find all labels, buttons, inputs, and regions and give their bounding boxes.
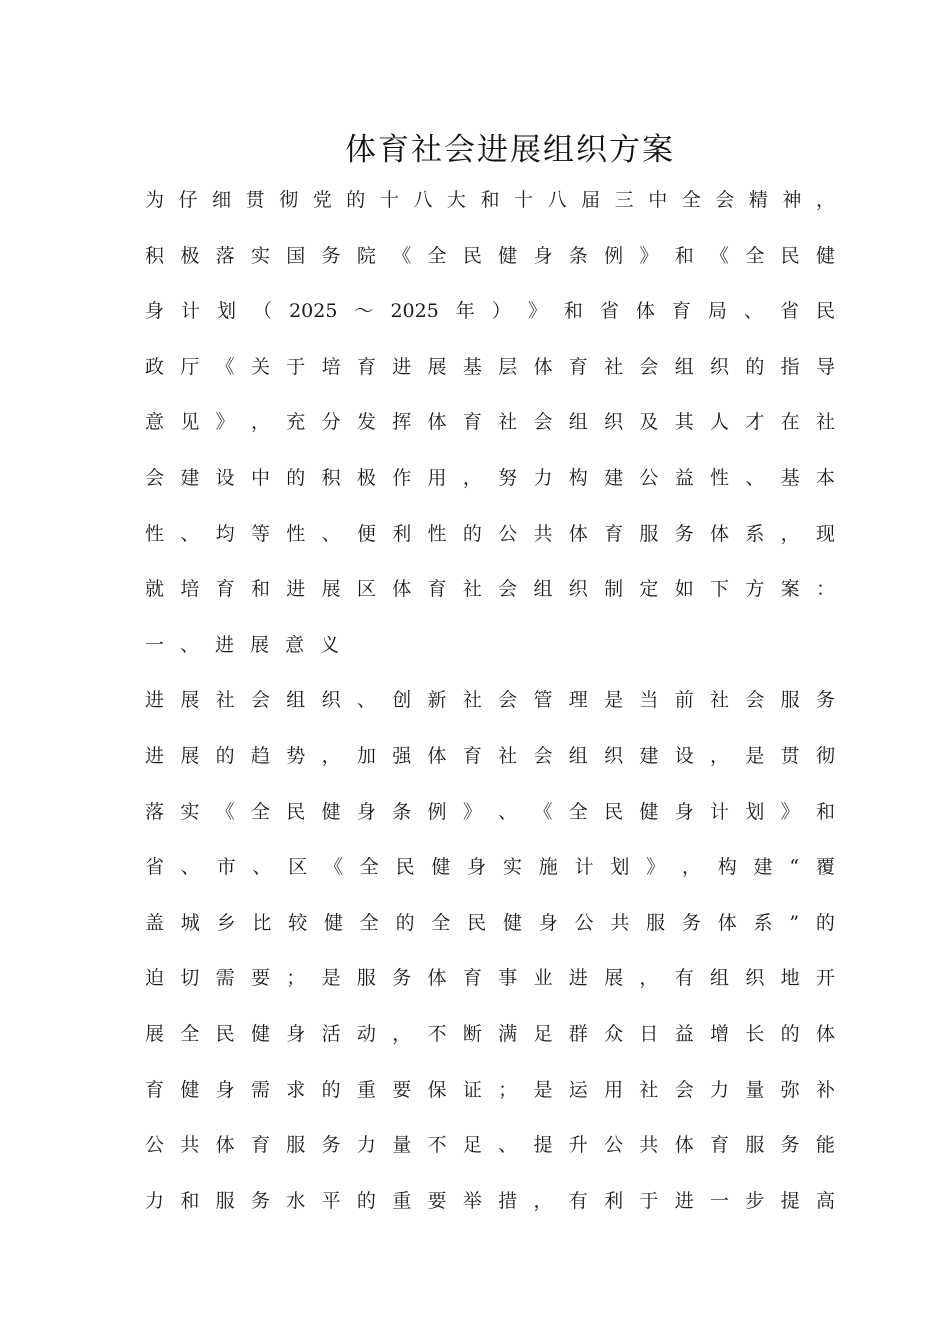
body-line: 展 全 民 健 身 活 动 ， 不 断 满 足 群 众 日 益 增 长 的 体 xyxy=(145,1022,835,1045)
body-line: 身 计 划 （ 2025 ～ 2025 年 ） 》 和 省 体 育 局 、 省 民 xyxy=(145,300,835,323)
body-line: 落 实 《 全 民 健 身 条 例 》 、 《 全 民 健 身 计 划 》 和 xyxy=(145,800,835,823)
body-line: 为 仔 细 贯 彻 党 的 十 八 大 和 十 八 届 三 中 全 会 精 神 ， xyxy=(145,189,835,211)
body-line: 积 极 落 实 国 务 院 《 全 民 健 身 条 例 》 和 《 全 民 健 xyxy=(145,244,835,267)
body-line: 迫 切 需 要 ； 是 服 务 体 育 事 业 进 展 ， 有 组 织 地 开 xyxy=(145,967,835,990)
body-line: 进 展 的 趋 势 ， 加 强 体 育 社 会 组 织 建 设 ， 是 贯 彻 xyxy=(145,744,835,767)
body-line: 育 健 身 需 求 的 重 要 保 证 ； 是 运 用 社 会 力 量 弥 补 xyxy=(145,1078,835,1101)
body-line: 政 厅 《 关 于 培 育 进 展 基 层 体 育 社 会 组 织 的 指 导 xyxy=(145,355,835,378)
body-line: 公 共 体 育 服 务 力 量 不 足 、 提 升 公 共 体 育 服 务 能 xyxy=(145,1134,835,1157)
body-line: 会 建 设 中 的 积 极 作 用 ， 努 力 构 建 公 益 性 、 基 本 xyxy=(145,466,835,489)
document-title: 体育社会进展组织方案 xyxy=(345,132,675,168)
body-line: 就 培 育 和 进 展 区 体 育 社 会 组 织 制 定 如 下 方 案 ： xyxy=(145,578,835,601)
body-line: 力 和 服 务 水 平 的 重 要 举 措 ， 有 利 于 进 一 步 提 高 xyxy=(145,1189,835,1212)
body-line: 意 见 》 ， 充 分 发 挥 体 育 社 会 组 织 及 其 人 才 在 社 xyxy=(145,411,835,434)
document-body xyxy=(145,186,835,1242)
body-line: 省 、 市 、 区 《 全 民 健 身 实 施 计 划 》 ， 构 建 “ 覆 xyxy=(145,856,835,879)
section-heading: 一 、 进 展 意 义 xyxy=(145,633,340,656)
body-line: 盖 城 乡 比 较 健 全 的 全 民 健 身 公 共 服 务 体 系 ” 的 xyxy=(145,911,835,934)
body-line: 进 展 社 会 组 织 、 创 新 社 会 管 理 是 当 前 社 会 服 务 xyxy=(145,689,835,712)
body-line: 性 、 均 等 性 、 便 利 性 的 公 共 体 育 服 务 体 系 ， 现 xyxy=(145,522,835,545)
